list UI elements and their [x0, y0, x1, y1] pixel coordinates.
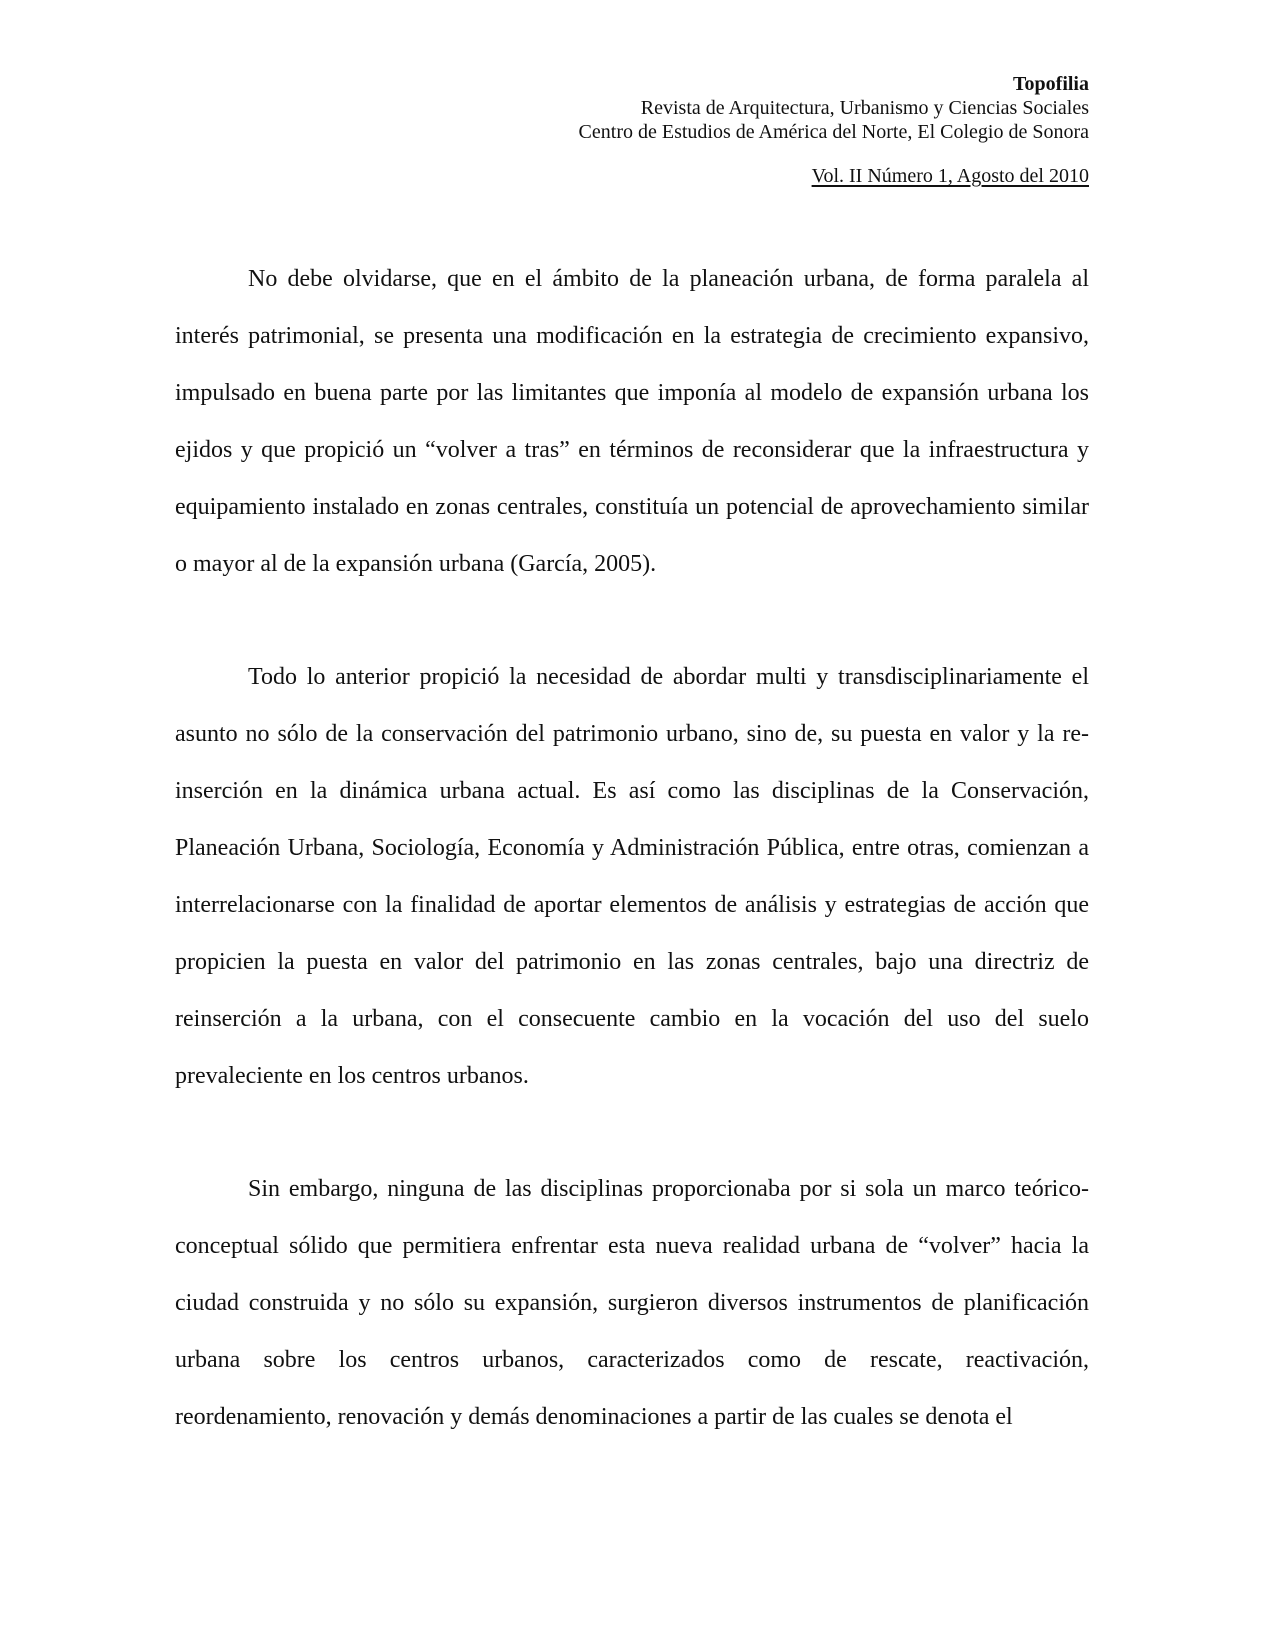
body-text	[175, 251, 1089, 1446]
issue-info: Vol. II Número 1, Agosto del 2010	[811, 165, 1089, 187]
paragraph-3: Sin embargo, ninguna de las disciplinas proporcionaba por si sola un marco teórico-conceptual sólido que permitiera enfrentar esta nueva realidad urbana de “volver” hacia la ciudad construida y no sólo su expansión, surgieron diversos instrumentos de planificación urbana sobre los centros urbanos, caracterizados como de rescate, reactivación, reordenamiento, renovación y demás denominaciones a partir de las cuales se denota el	[175, 1176, 1089, 1430]
journal-subtitle: Revista de Arquitectura, Urbanismo y Ciencias Sociales	[640, 97, 1089, 119]
paragraph-1: No debe olvidarse, que en el ámbito de la planeación urbana, de forma paralela al interés patrimonial, se presenta una modificación en la estrategia de crecimiento expansivo, impulsado en buena parte por las limitantes que imponía al modelo de expansión urbana los ejidos y que propició un “volver a tras” en términos de reconsiderar que la infraestructura y equipamiento instalado en zonas centrales, constituía un potencial de aprovechamiento similar o mayor al de la expansión urbana (García, 2005).	[175, 266, 1089, 577]
journal-institution: Centro de Estudios de América del Norte, El Colegio de Sonora	[578, 121, 1089, 143]
journal-header	[579, 72, 1089, 188]
paragraph-2: Todo lo anterior propició la necesidad de abordar multi y transdisciplinariamente el asunto no sólo de la conservación del patrimonio urbano, sino de, su puesta en valor y la re-inserción en la dinámica urbana actual. Es así como las disciplinas de la Conservación, Planeación Urbana, Sociología, Economía y Administración Pública, entre otras, comienzan a interrelacionarse con la finalidad de aportar elementos de análisis y estrategias de acción que propicien la puesta en valor del patrimonio en las zonas centrales, bajo una directriz de reinserción a la urbana, con el consecuente cambio en la vocación del uso del suelo prevaleciente en los centros urbanos.	[175, 664, 1089, 1089]
journal-title: Topofilia	[1013, 73, 1089, 95]
